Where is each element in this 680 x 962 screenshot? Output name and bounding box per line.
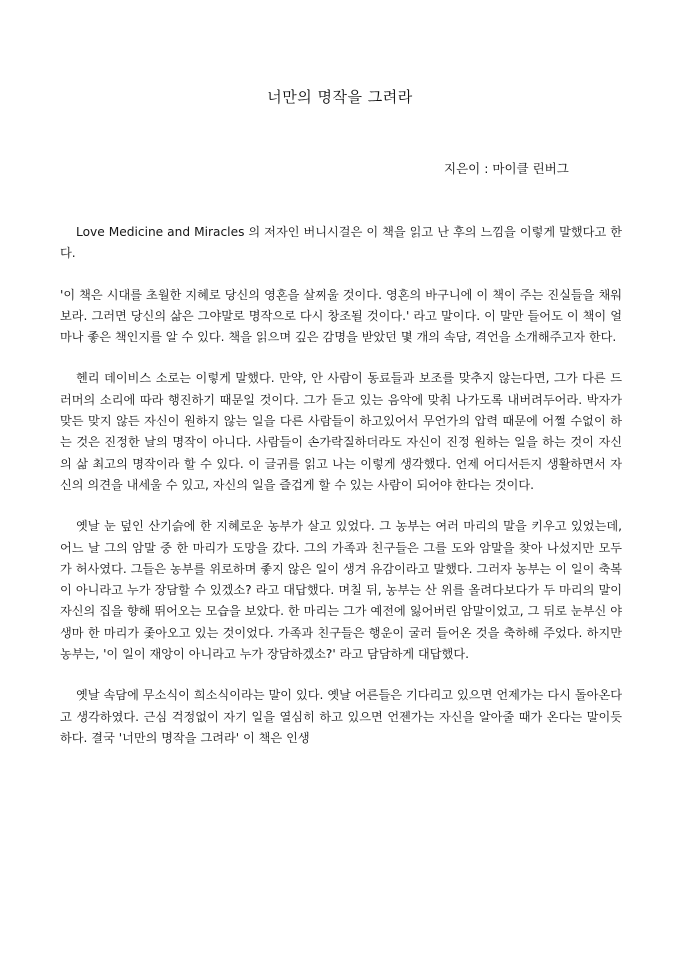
paragraph-farmer-story: 옛날 눈 덮인 산기슭에 한 지혜로운 농부가 살고 있었다. 그 농부는 여러 마리의 말을 키우고 있었는데, 어느 날 그의 암말 중 한 마리가 도망을 갔다. 그의 가족과 친구들은 그를 도와 암말을 찾아 나섰지만 모두가 허사였다. 그들은 농부를 위로하며 좋지 않은 일이 생겨 유감이라고 말했다. 그러자 농부는 이 일이 축복이 아니라고 누가 장담할 수 있겠소? 라고 대답했다. 며칠 뒤, 농부는 산 위를 올려다보다가 두 마리의 말이 자신의 집을 향해 뛰어오는 모습을 보았다. 한 마리는 그가 예전에 잃어버린 암말이었고, 그 뒤로 눈부신 야생마 한 마리가 좇아오고 있는 것이었다. 가족과 친구들은 행운이 굴러 들어온 것을 축하해 주었다. 하지만 농부는, '이 일이 재앙이 아니라고 누가 장담하겠소?' 라고 담담하게 대답했다. <box>60 519 622 662</box>
paragraph-thoreau: 헨리 데이비스 소로는 이렇게 말했다. 만약, 안 사람이 동료들과 보조를 맞추지 않는다면, 그가 다른 드러머의 소리에 따라 행진하기 때문일 것이다. 그가 듣고 있는 음악에 맞춰 나가도록 내버려두어라. 박자가 맞든 맞지 않든 자신이 원하지 않는 일을 다른 사람들이 하고있어서 무언가의 압력 때문에 어쩔 수없이 하는 것은 진정한 날의 명작이 아니다. 사람들이 손가락질하더라도 자신이 진정 원하는 일을 하는 것이 자신의 삶 최고의 명작이라 할 수 있다. 이 글귀를 읽고 나는 이렇게 생각했다. 언제 어디서든지 생활하면서 자신의 의견을 내세울 수 있고, 자신의 일을 즐겁게 할 수 있는 사람이 되어야 한다는 것이다. <box>60 371 622 492</box>
paragraph-intro: Love Medicine and Miracles 의 저자인 버니시걸은 이 책을 읽고 난 후의 느낌을 이렇게 말했다고 한다. <box>60 225 622 261</box>
paragraph-quote: '이 책은 시대를 초월한 지혜로 당신의 영혼을 살찌울 것이다. 영혼의 바구니에 이 책이 주는 진실들을 채워 보라. 그러면 당신의 삶은 그야말로 명작으로 다시 창조될 것이다.' 라고 말이다. 이 말만 들어도 이 책이 얼마나 좋은 책인지를 알 수 있다. 책을 읽으며 깊은 감명을 받았던 몇 개의 속담, 격언을 소개해주고자 한다. <box>60 287 622 345</box>
document-body <box>60 222 622 769</box>
document-title: 너만의 명작을 그려라 <box>267 88 413 106</box>
author-line: 지은이 : 마이클 린버그 <box>444 161 569 176</box>
paragraph-proverb: 옛날 속담에 무소식이 희소식이라는 말이 있다. 옛날 어른들은 기다리고 있으면 언제가는 다시 돌아온다고 생각하였다. 근심 걱정없이 자기 일을 열심히 하고 있으면 언젠가는 자신을 알아줄 때가 온다는 말이듯 하다. 결국 '너만의 명작을 그려라' 이 책은 인생 <box>60 688 622 745</box>
